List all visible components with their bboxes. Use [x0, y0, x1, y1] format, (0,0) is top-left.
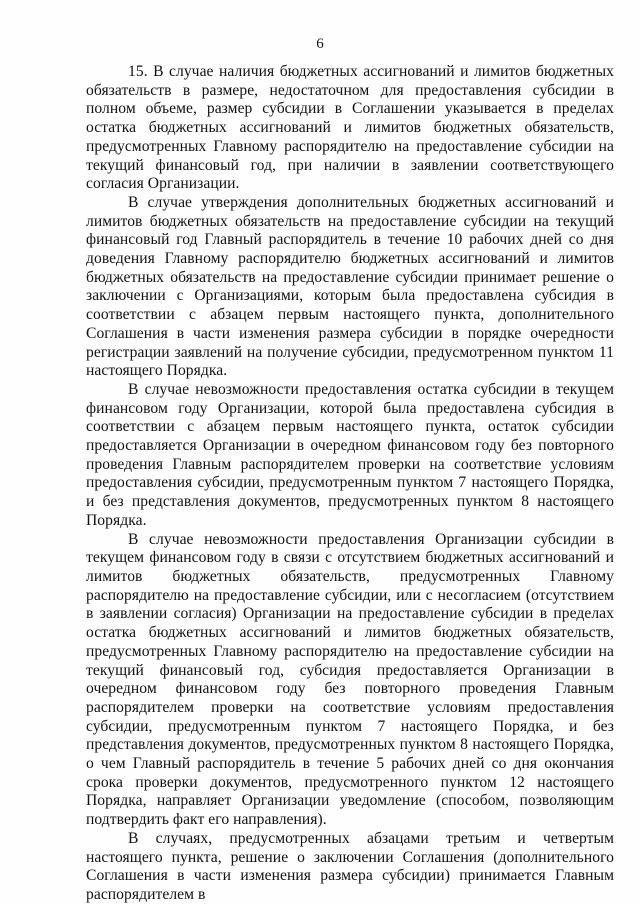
paragraph-15: 15. В случае наличия бюджетных ассигнований и лимитов бюджетных обязательств в размере, недостаточном для предоставления субсидии в полном объеме, размер субсидии в Соглашении указывается в пределах остатка бюджетных ассигнований и лимитов бюджетных обязательств, предусмотренных Главному распорядителю на предоставление субсидии на текущий финансовый год, при наличии в заявлении соответствующего согласия Организации.: [86, 63, 614, 193]
paragraph-no-allocations: В случае невозможности предоставления Организации субсидии в текущем финансовом году в связи с отсутствием бюджетных ассигнований и лимитов бюджетных обязательств, предусмотренных Главному распорядителю на предоставление субсидии, или с несогласием (отсутствием в заявлении согласия) Организации на предоставление субсидии в пределах остатка бюджетных ассигнований и лимитов бюджетных обязательств, предусмотренных Главному распорядителю на предоставление субсидии на текущий финансовый год, субсидия предоставляется Организации в очередном финансовом году без повторного проведения Главным распорядителем проверки на соответствие условиям предоставления субсидии, предусмотренным пунктом 7 настоящего Порядка, и без представления документов, предусмотренных пунктом 8 настоящего Порядка, о чем Главный распорядитель в течение 5 рабочих дней со дня окончания срока проверки документов, предусмотренного пунктом 12 настоящего Порядка, направляет Организации уведомление (способом, позволяющим подтвердить факт его направления).: [86, 530, 614, 829]
paragraph-additional-allocations: В случае утверждения дополнительных бюджетных ассигнований и лимитов бюджетных обязательств на предоставление субсидии на текущий финансовый год Главный распорядитель в течение 10 рабочих дней со дня доведения Главному распорядителю бюджетных ассигнований и лимитов бюджетных обязательств на предоставление субсидии принимает решение о заключении с Организациями, которым была предоставлена субсидия в соответствии с абзацем первым настоящего пункта, дополнительного Соглашения в части изменения размера субсидии в порядке очередности регистрации заявлений на получение субсидии, предусмотренном пунктом 11 настоящего Порядка.: [86, 193, 614, 380]
page-number: 6: [316, 36, 324, 52]
paragraph-remainder-next-year: В случае невозможности предоставления остатка субсидии в текущем финансовом году Организации, которой была предоставлена субсидия в соответствии с абзацем первым настоящего пункта, остаток субсидии предоставляется Организации в очередном финансовом году без повторного проведения Главным распорядителем проверки на соответствие условиям предоставления субсидии, предусмотренным пунктом 7 настоящего Порядка, и без представления документов, предусмотренных пунктом 8 настоящего Порядка.: [86, 380, 614, 529]
document-body: [86, 63, 614, 905]
paragraph-decision: В случаях, предусмотренных абзацами третьим и четвертым настоящего пункта, решение о заключении Соглашения (дополнительного Соглашения в части изменения размера субсидии) принимается Главным распорядителем в: [86, 829, 614, 903]
